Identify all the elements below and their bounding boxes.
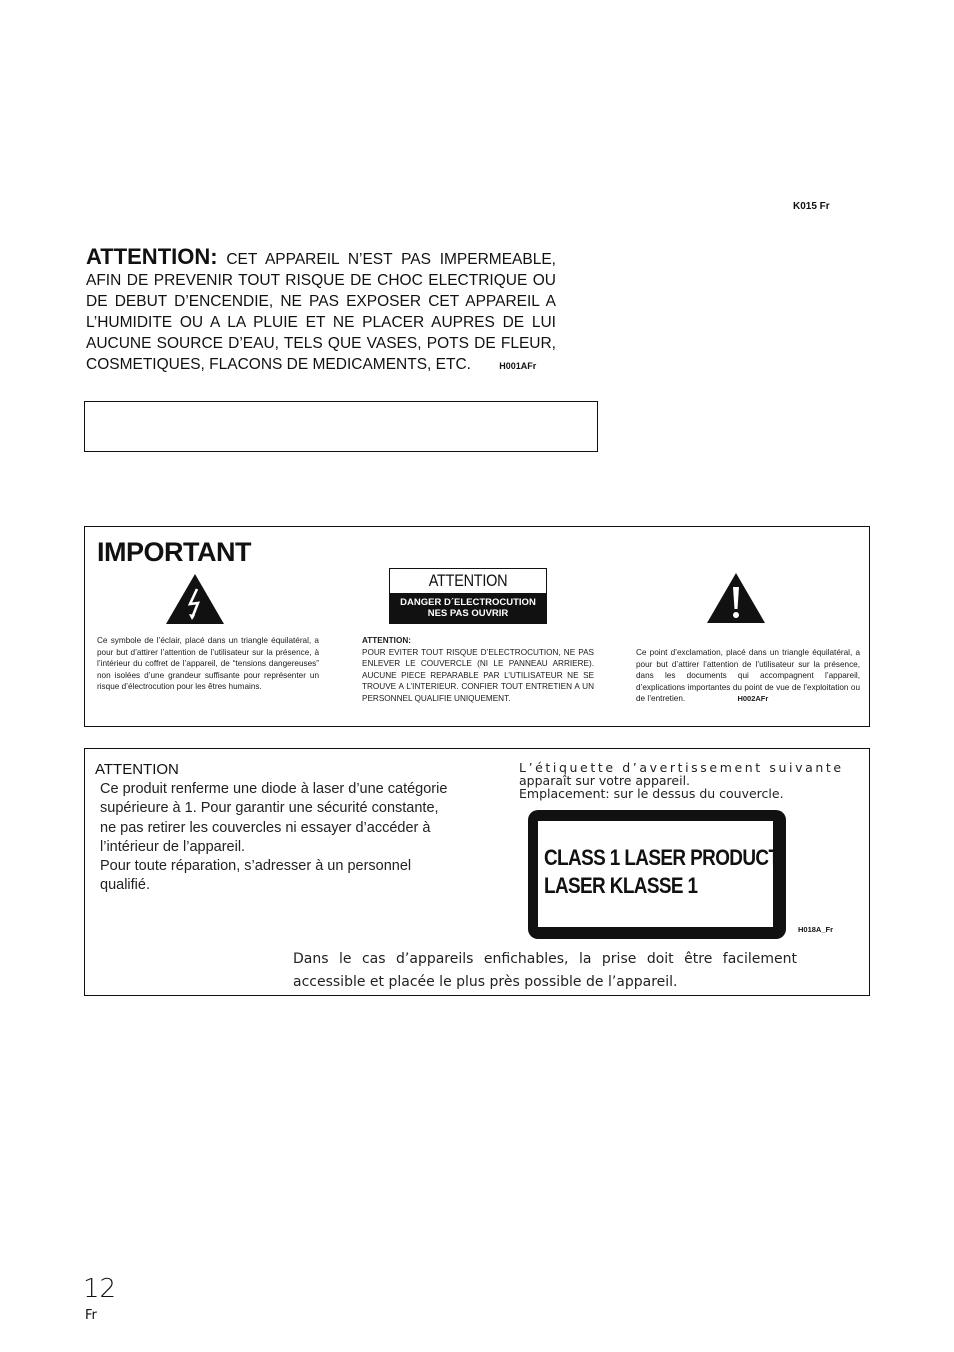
label-location: Emplacement: sur le dessus du couvercle. — [519, 786, 784, 801]
label-intro — [519, 760, 844, 801]
warning-heading: ATTENTION: — [86, 244, 218, 269]
doc-code-k015: K015 Fr — [793, 201, 830, 212]
important-panel — [84, 526, 870, 727]
laser-panel — [84, 748, 870, 996]
warning-code: H001AFr — [499, 361, 537, 371]
exclamation-description-body: Ce point d’exclamation, placé dans un triangle équilatéral, a pour but d’attirer l’attention de l’utilisateur sur la présence, dans les documents qui accompagnent l’appareil, d’explications importantes du point de vue de l’exploitation ou de l’entretien. — [636, 648, 860, 703]
shock-description-body: POUR EVITER TOUT RISQUE D’ELECTROCUTION, NE PAS ENLEVER LE COUVERCLE (NI LE PANNEAU ARRIERE). AUCUNE PIECE REPARABLE PAR L’UTILISATEUR NE SE TROUVE A L’INTERIEUR. CONFIER TOUT ENTRETIEN A UN PERSONNEL QUALIFIE UNIQUEMENT. — [362, 647, 594, 703]
waterproof-warning — [86, 246, 556, 377]
laser-label-code: H018A_Fr — [798, 925, 834, 934]
exclamation-description — [636, 647, 860, 705]
laser-label-line-2: LASER KLASSE 1 — [544, 873, 698, 898]
lightning-warning-icon — [164, 572, 226, 626]
lightning-description: Ce symbole de l’éclair, placé dans un triangle équilatéral, a pour but d’attirer l’attention de l’utilisateur sur la présence, à l’intérieur du coffret de l’appareil, de “tensions dangereuses” non isolées d’une grandeur suffisante pour représenter un risque d’électrocution pour les êtres humains. — [97, 636, 319, 691]
shock-warning-label — [389, 568, 547, 624]
shock-label-warning: DANGER D´ELECTROCUTION NES PAS OUVRIR — [390, 593, 546, 623]
laser-warning-body: Ce produit renferme une diode à laser d’une catégorie supérieure à 1. Pour garantir une sécurité constante, ne pas retirer les couvercles ni essayer d’accéder à l’intérieur de l’appareil. — [100, 781, 448, 855]
label-intro-line-1: L’étiquette d’avertissement suivante — [519, 760, 844, 775]
laser-attention-title: ATTENTION — [95, 761, 179, 778]
empty-frame — [84, 401, 598, 452]
exclamation-code: H002AFr — [737, 694, 769, 703]
shock-label-title: ATTENTION — [428, 571, 508, 590]
laser-class-label — [528, 810, 786, 939]
shock-description — [362, 635, 594, 704]
laser-warning-repair: Pour toute réparation, s’adresser à un personnel qualifié. — [100, 858, 412, 894]
important-title: IMPORTANT — [97, 537, 251, 567]
exclamation-warning-icon — [705, 571, 767, 625]
shock-description-heading: ATTENTION: — [362, 636, 411, 645]
laser-label-line-1: CLASS 1 LASER PRODUCT — [544, 845, 780, 870]
page-number: 12 — [83, 1274, 117, 1304]
warning-body: CET APPAREIL N’EST PAS IMPERMEABLE, AFIN DE PREVENIR TOUT RISQUE DE CHOC ELECTRIQUE OU DE DEBUT D’ENCENDIE, NE PAS EXPOSER CET APPAREIL A L’HUMIDITE OU A LA PLUIE ET NE PLACER AUPRES DE LUI AUCUNE SOURCE D’EAU, TELS QUE VASES, POTS DE FLEUR, COSMETIQUES, FLACONS DE MEDICAMENTS, ETC. — [86, 251, 556, 373]
plug-accessibility-note: Dans le cas d’appareils enfichables, la prise doit être facilement accessible et placée le plus près possible de l’appareil. — [293, 951, 797, 990]
laser-class-label-inner — [538, 821, 780, 927]
page-language: Fr — [85, 1308, 97, 1323]
label-intro-line-2: apparaît sur votre appareil. — [519, 773, 691, 788]
laser-warning-text — [100, 780, 450, 896]
